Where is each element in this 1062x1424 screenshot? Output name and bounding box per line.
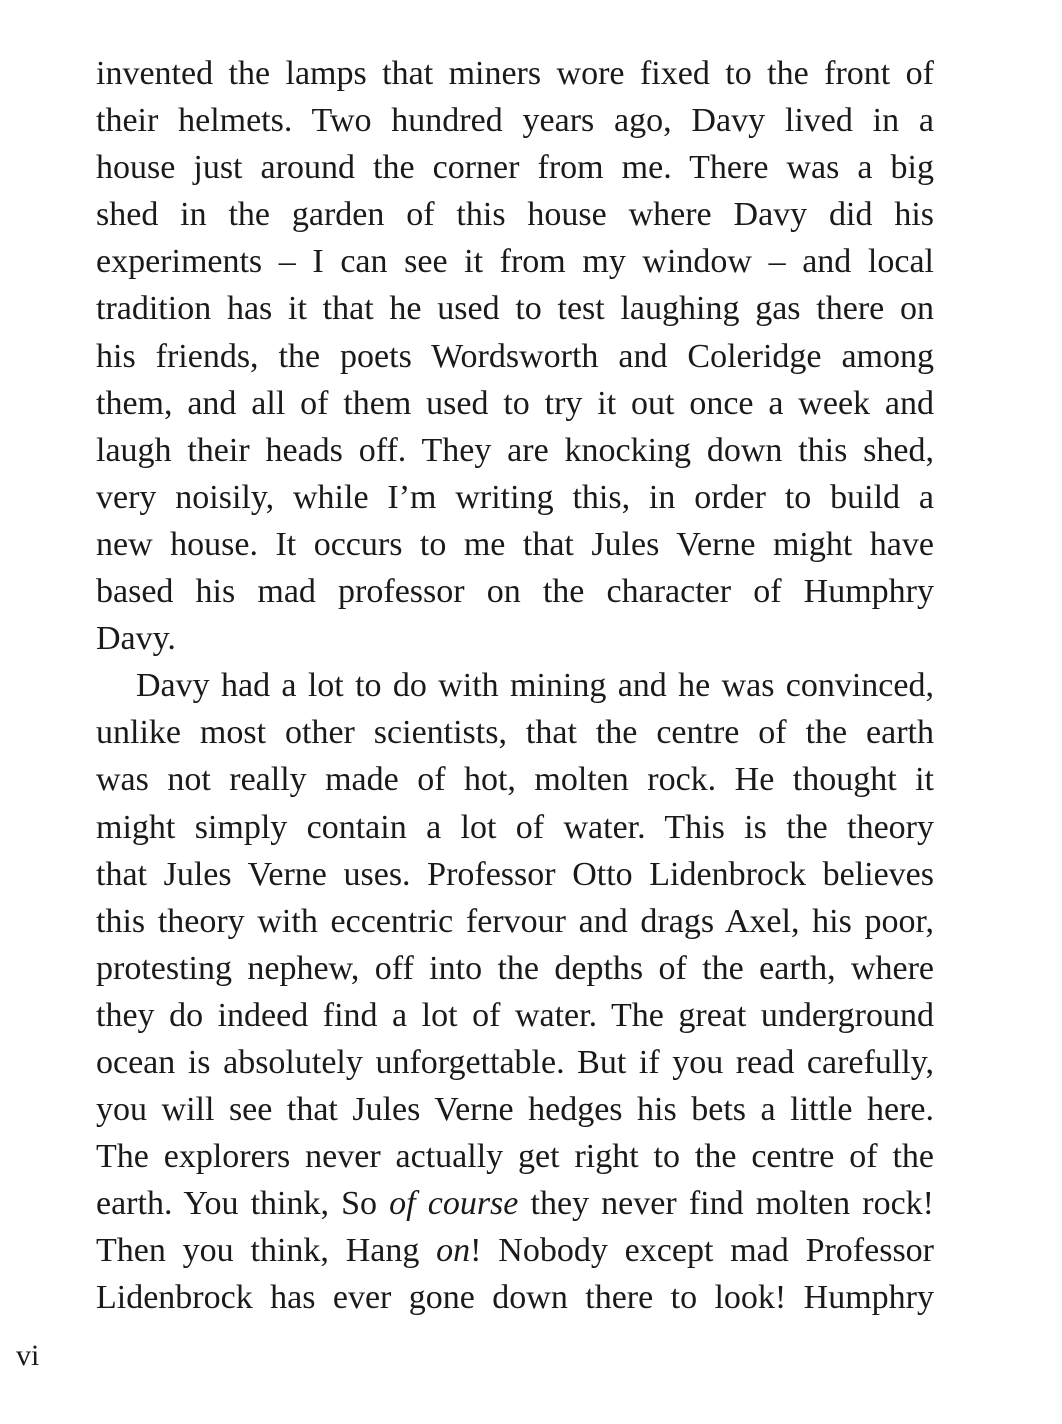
text-line: earth. You think, So of course they never find molten rock! — [96, 1185, 935, 1223]
text-line: they do indeed find a lot of water. The great underground — [96, 996, 934, 1034]
text-line: ocean is absolutely unforgettable. But if you read carefully, — [96, 1043, 934, 1081]
text-line: you will see that Jules Verne hedges his bets a little here. — [96, 1091, 934, 1129]
text-line: shed in the garden of this house where Davy did his — [96, 196, 934, 234]
text-line: The explorers never actually get right to the centre of the — [96, 1138, 934, 1176]
text-line: laugh their heads off. They are knocking down this shed, — [96, 431, 934, 469]
text-line: this theory with eccentric fervour and drags Axel, his poor, — [96, 902, 934, 940]
text-line: experiments – I can see it from my window – and local — [96, 243, 934, 281]
text-line: unlike most other scientists, that the centre of the earth — [96, 714, 934, 752]
paragraph — [96, 662, 934, 1321]
text-line: house just around the corner from me. There was a big — [96, 149, 934, 187]
text-line: tradition has it that he used to test laughing gas there on — [96, 290, 934, 328]
text-line: his friends, the poets Wordsworth and Coleridge among — [96, 337, 934, 375]
text-line: Then you think, Hang on! Nobody except mad Professor — [96, 1232, 934, 1270]
text-line: was not really made of hot, molten rock. He thought it — [96, 761, 934, 799]
text-line: based his mad professor on the character of Humphry — [96, 573, 934, 611]
text-line: invented the lamps that miners wore fixed to the front of — [96, 55, 934, 92]
text-line: protesting nephew, off into the depths of the earth, where — [96, 949, 934, 987]
text-line: that Jules Verne uses. Professor Otto Lidenbrock believes — [96, 855, 934, 893]
text-line: Davy. — [96, 620, 176, 658]
paragraph — [96, 50, 934, 662]
page-number: vi — [16, 1339, 40, 1372]
text-line: Lidenbrock has ever gone down there to look! Humphry — [96, 1279, 934, 1317]
body-text — [96, 50, 934, 1322]
text-line: Davy had a lot to do with mining and he was convinced, — [136, 667, 934, 705]
text-line: their helmets. Two hundred years ago, Davy lived in a — [96, 102, 934, 140]
text-line: very noisily, while I’m writing this, in order to build a — [96, 478, 934, 516]
text-line: new house. It occurs to me that Jules Verne might have — [96, 525, 934, 563]
text-line: them, and all of them used to try it out once a week and — [96, 384, 934, 422]
text-line: might simply contain a lot of water. This is the theory — [96, 808, 934, 846]
